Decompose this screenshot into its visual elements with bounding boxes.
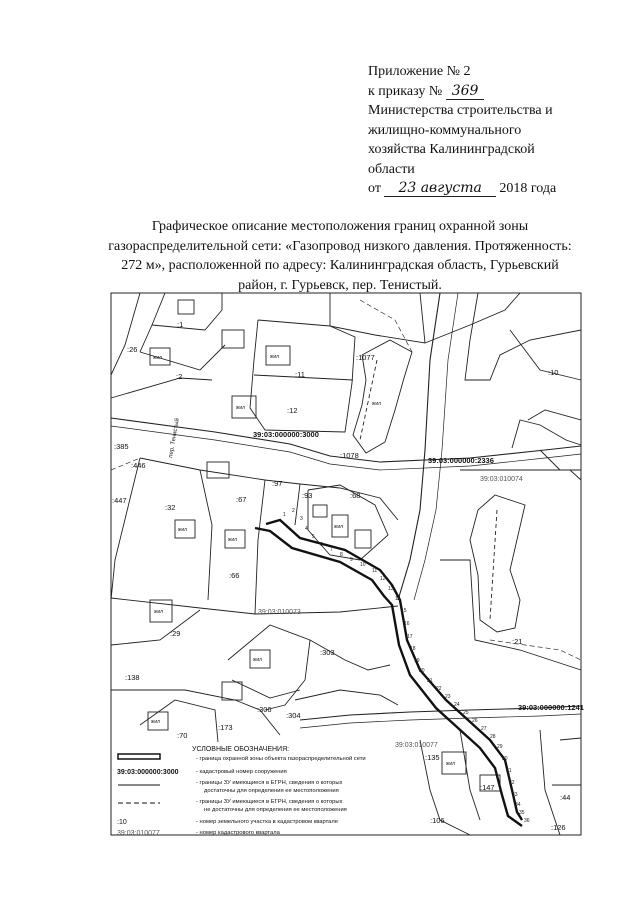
building-label: жил <box>334 524 344 530</box>
parcel-boundary <box>460 730 480 820</box>
parcel-boundary <box>200 470 212 600</box>
building <box>207 462 229 478</box>
parcel-boundary <box>510 330 581 380</box>
point-label: 5 <box>312 534 315 540</box>
appendix-number: Приложение № 2 <box>368 64 471 79</box>
legend <box>117 746 366 837</box>
point-label: 7 <box>330 547 333 553</box>
point-label: 35 <box>519 810 525 816</box>
ministry-line-4: области <box>368 161 415 177</box>
parcel-label: :106 <box>430 816 445 825</box>
parcel-label: :385 <box>114 442 129 451</box>
parcel-label: :303 <box>320 648 335 657</box>
parcel-label: :11 <box>295 370 305 379</box>
point-label: 15 <box>401 608 407 614</box>
point-label: 21 <box>427 678 433 684</box>
parcel-label: :446 <box>131 461 146 470</box>
title-line-2: газораспределительной сети: «Газопровод низкого давления. Протяженность: <box>108 238 572 254</box>
point-label: 20 <box>419 668 425 674</box>
ministry-line-1: Министерства строительства и <box>368 103 553 118</box>
point-label: 18 <box>410 646 416 652</box>
parcel-label: :10 <box>548 368 559 377</box>
building <box>222 682 242 700</box>
legend-row-text: - границы ЗУ имеющиеся в ЕГРН, сведения о которых <box>196 799 343 805</box>
parcel-1077 <box>330 293 425 343</box>
point-label: 29 <box>497 744 503 750</box>
parcel-boundary <box>295 690 398 705</box>
parcel-label: :138 <box>125 673 140 682</box>
parcel-label: :32 <box>165 503 176 512</box>
parcel-boundary <box>255 480 265 614</box>
building-label: жил <box>154 609 164 615</box>
parcel-label: :126 <box>551 823 566 832</box>
parcel-label: :44 <box>560 793 571 802</box>
order-number: 369 <box>446 83 485 100</box>
date-suffix: 2018 года <box>499 181 557 196</box>
parcel-label: :135 <box>425 753 440 762</box>
order-prefix: к приказу № <box>368 83 443 99</box>
building-inner <box>490 510 497 620</box>
building <box>470 495 525 632</box>
parcel-boundary <box>465 293 581 380</box>
date-handwritten: 23 августа <box>384 180 495 197</box>
ministry-line-3: хозяйства Калининградской <box>368 142 535 157</box>
point-label: 24 <box>454 702 460 708</box>
legend-row-text: достаточны для определения ее местоположения <box>204 788 339 794</box>
parcel-label: :1078 <box>340 451 359 460</box>
building-label: жил <box>372 401 382 407</box>
building-label: жил <box>270 354 280 360</box>
title-line-1: Графическое описание местоположения границ охранной зоны <box>151 219 529 234</box>
parcel-boundary <box>111 293 140 375</box>
parcel-boundary <box>440 560 581 670</box>
point-label: 2 <box>292 508 295 514</box>
parcel-label: :12 <box>287 406 298 415</box>
point-label: 1 <box>283 512 286 518</box>
point-label: 27 <box>481 726 487 732</box>
point-label: 31 <box>506 768 512 774</box>
dashed-boundary <box>490 640 581 660</box>
parcel-label: :2 <box>176 372 183 381</box>
building <box>313 505 327 517</box>
building <box>222 330 244 348</box>
parcel-label: :97 <box>272 479 283 488</box>
parcel-boundary <box>140 293 165 352</box>
cadastral-number-1241: 39:03:000000:1241 <box>518 703 584 712</box>
point-label: 36 <box>524 818 530 824</box>
parcel-label: :147 <box>480 783 495 792</box>
cadastral-number-2336: 39:03:000000:2336 <box>428 456 494 465</box>
point-label: 19 <box>414 658 420 664</box>
point-label: 30 <box>502 756 508 762</box>
parcel-boundary <box>111 690 280 735</box>
legend-row-text: - границы ЗУ имеющиеся в ЕГРН, сведения о которых <box>196 780 343 786</box>
point-label: 11 <box>372 568 378 574</box>
parcel-label: :67 <box>236 495 247 504</box>
point-label: 32 <box>509 780 515 786</box>
building-label: жил <box>253 657 263 663</box>
parcel-boundary <box>540 730 560 835</box>
point-label: 22 <box>436 686 442 692</box>
point-label: 3 <box>300 516 303 522</box>
point-label: 8 <box>340 552 343 558</box>
parcel-label: :1077 <box>356 353 375 362</box>
date-prefix: от <box>368 181 381 196</box>
building-label: жил <box>151 719 161 725</box>
point-label: 12 <box>380 576 386 582</box>
parcel-boundary <box>560 738 581 740</box>
legend-sample-zone <box>118 754 160 759</box>
parcel-label: :66 <box>229 571 240 580</box>
parcel-label: :21 <box>512 637 523 646</box>
building <box>355 530 371 548</box>
point-label: 10 <box>360 562 366 568</box>
point-label: 4 <box>305 526 308 532</box>
parcel-boundary <box>111 610 200 645</box>
parcel-label: :68 <box>350 491 361 500</box>
title-line-3: 272 м», расположенной по адресу: Калининградская область, Гурьевский <box>121 258 559 273</box>
quarter-label: 39:03:010074 <box>480 476 523 483</box>
building-label: жил <box>228 537 238 543</box>
building <box>178 300 194 314</box>
quarter-label: 39:03:010073 <box>258 609 301 616</box>
legend-row-text: не достаточны для определения ее местоположения <box>204 807 347 813</box>
parcel-label: :93 <box>302 491 313 500</box>
parcel-boundary <box>512 420 581 448</box>
parcel-boundary <box>111 458 140 600</box>
building <box>528 410 581 470</box>
point-label: 25 <box>463 710 469 716</box>
point-label: 28 <box>490 734 496 740</box>
point-label: 13 <box>388 586 394 592</box>
point-label: 6 <box>320 542 323 548</box>
legend-title: УСЛОВНЫЕ ОБОЗНАЧЕНИЯ: <box>192 746 290 753</box>
legend-row-text: - номер земельного участка в кадастровом квартале <box>196 819 338 825</box>
quarter-label: 39:03:010077 <box>395 742 438 749</box>
street-label: пер. Тенистый <box>168 417 181 459</box>
building-label: жил <box>236 405 246 411</box>
point-label: 9 <box>350 557 353 563</box>
title-line-4: район, г. Гурьевск, пер. Тенистый. <box>238 277 442 293</box>
legend-row-text: - граница охранной зоны объекта газораспределительной сети <box>196 756 366 762</box>
legend-sample-cadnum: 39:03:000000:3000 <box>117 769 179 776</box>
legend-row-text: - номер кадастрового квартала <box>196 830 280 836</box>
point-label: 17 <box>407 634 413 640</box>
point-label: 34 <box>515 802 521 808</box>
legend-sample-parcel: :10 <box>117 819 127 826</box>
point-label: 23 <box>445 694 451 700</box>
point-label: 16 <box>404 621 410 627</box>
cadastral-number-3000: 39:03:000000:3000 <box>253 430 319 439</box>
parcel-label: :26 <box>127 345 138 354</box>
parcel-label: :447 <box>112 496 127 505</box>
parcel-label: :1 <box>177 320 184 329</box>
parcel-label: :173 <box>218 723 233 732</box>
legend-sample-quarter: 39:03:010077 <box>117 830 160 837</box>
parcel-label: :304 <box>286 711 301 720</box>
building-label: жил <box>178 527 188 533</box>
dashed-boundary <box>360 300 412 352</box>
legend-row-text: - кадастровый номер сооружения <box>196 769 287 775</box>
parcel-label: :29 <box>170 629 181 638</box>
ministry-line-2: жилищно-коммунального <box>368 122 522 138</box>
building-label: жил <box>153 355 163 361</box>
point-label: 14 <box>395 596 401 602</box>
parcel-boundary <box>111 378 212 398</box>
point-label: 33 <box>512 792 518 798</box>
parcel-label: :70 <box>177 731 188 740</box>
road-edge <box>111 426 581 470</box>
building-label: жил <box>446 761 456 767</box>
parcel-label: :306 <box>257 705 272 714</box>
point-label: 26 <box>472 718 478 724</box>
